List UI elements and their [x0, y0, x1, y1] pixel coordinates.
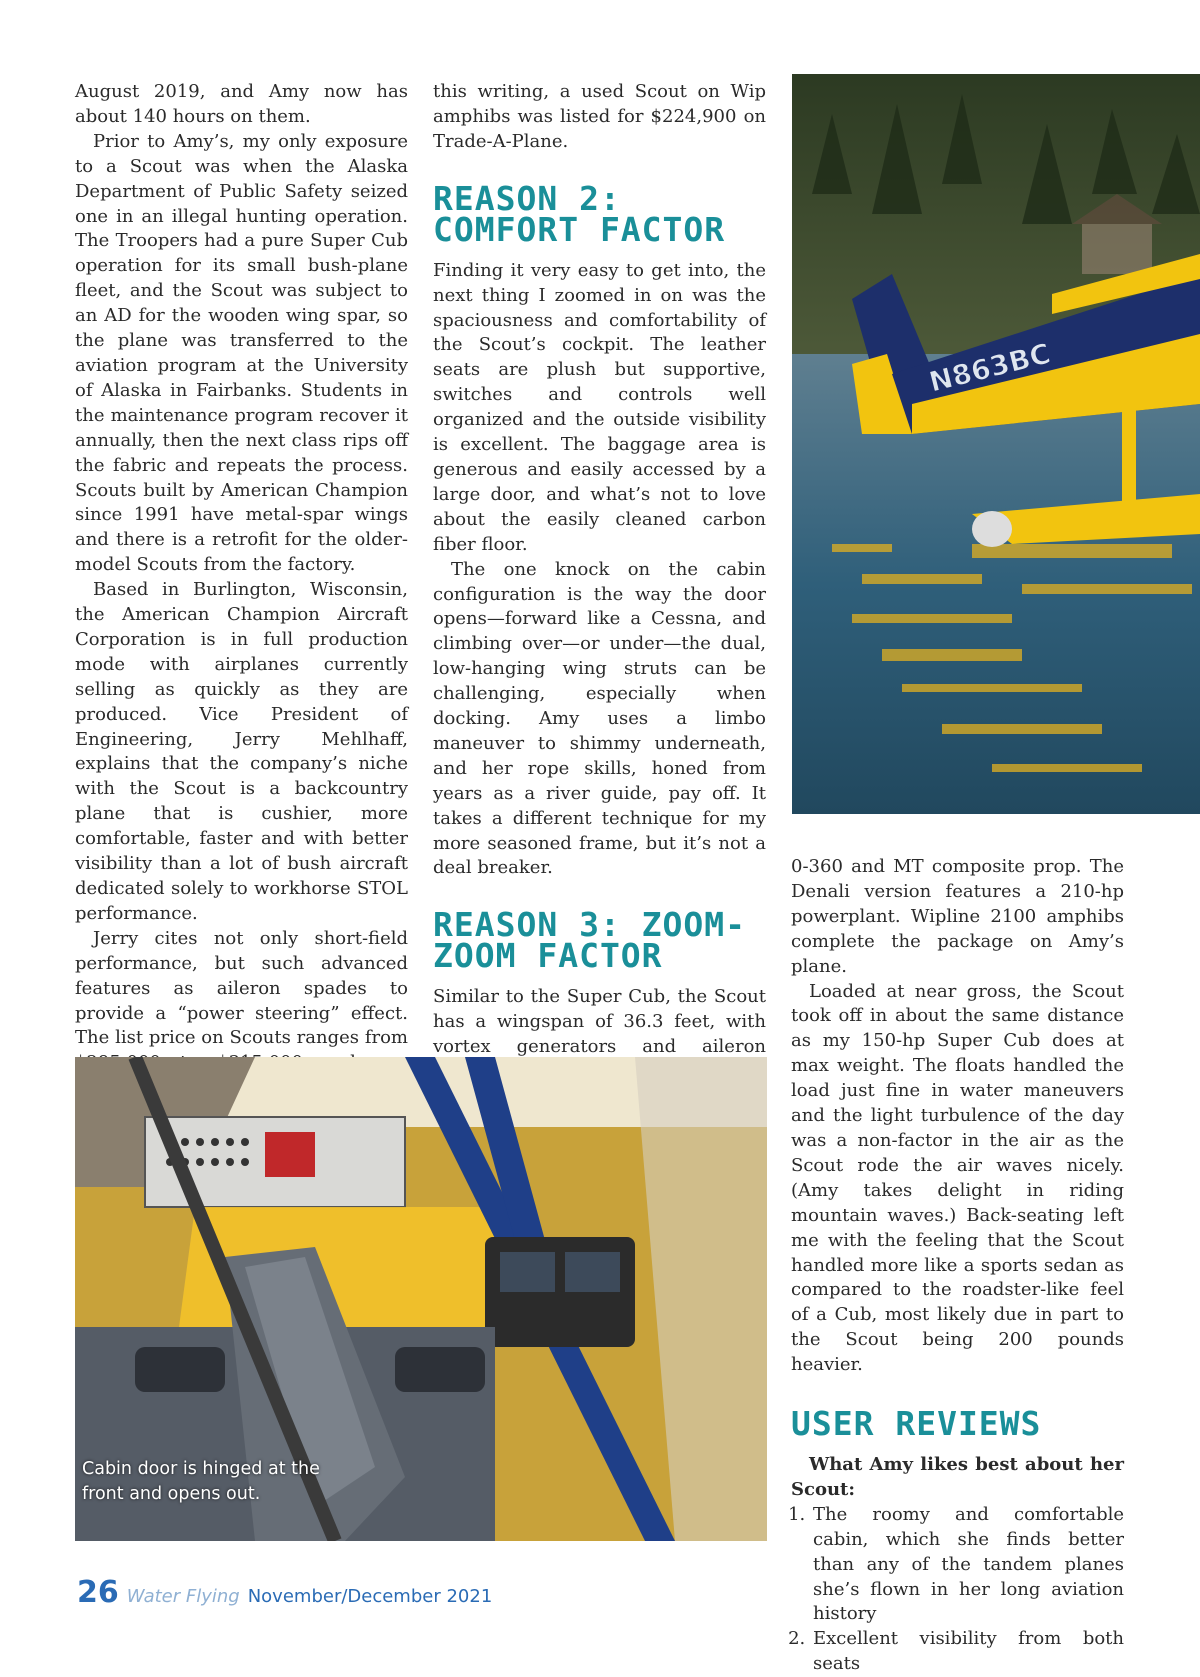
section-heading-user-reviews: USER REVIEWS	[791, 1404, 1042, 1444]
reviews-list	[791, 1503, 1124, 1677]
paragraph: 0-360 and MT composite prop. The Denali version features a 210-hp powerplant. Wipline 2100 amphibs complete the package on Amy’s plane.	[791, 856, 1124, 977]
paragraph: Finding it very easy to get into, the next thing I zoomed in on was the spaciousness and comfortability of the Scout’s cockpit. The leather seats are plush but supportive, switches and controls well organized and the outside visibility is excellent. The baggage area is generous and easily accessed by a large door, and what’s not to love about the easily cleaned carbon fiber floor.	[433, 259, 766, 555]
page-number: 26	[77, 1575, 119, 1610]
paragraph: Jerry cites not only short-field performance, but such advanced features as aileron spades to provide a “power steering” effect. The list price on Scouts ranges from	[75, 927, 408, 1049]
photo-caption: Cabin door is hinged at the front and opens out.	[82, 1459, 320, 1504]
paragraph: The one knock on the cabin configuration is the way the door opens—forward like a Cessna, and climbing over—or under—the dual, low-hanging wing struts can be challenging, especially when docking. Amy uses a limbo maneuver to shimmy underneath, and her rope skills, honed from years as a river guide, pay off. It takes a different technique for my more seasoned frame, but it’s not a deal breaker.	[433, 558, 766, 879]
paragraph: Based in Burlington, Wisconsin, the American Champion Aircraft Corporation is in full production mode with airplanes currently selling as quickly as they are produced. Vice President of Engineering, Jerry Mehlhaff, explains that the company’s niche with the Scout is a backcountry plane that is cushier, more comfortable, faster and with better visibility than a lot of bush aircraft dedicated solely to workhorse STOL performance.	[75, 579, 408, 924]
article-column-3	[791, 855, 1124, 1677]
tail-number: N863BC	[925, 336, 1054, 399]
page-footer	[77, 1575, 492, 1615]
article-column-2	[433, 80, 766, 1110]
floatplane-photo	[792, 74, 1200, 814]
section-heading-reason-2: REASON 2: COMFORT FACTOR	[433, 178, 726, 249]
magazine-name: Water Flying	[126, 1586, 240, 1607]
paragraph: Loaded at near gross, the Scout took off in about the same distance as my 150-hp Super Cub does at max weight. The floats handled the load just fine in water maneuvers and the light turbulence of the day was a non-factor in the air as the Scout rode the air waves nicely. (Amy takes delight in riding mountain waves.) Back-seating left me with the feeling that the Scout handled more like a sports sedan as compared to the roadster-like feel of a Cub, most likely due in part to the Scout being 200 pounds heavier.	[791, 980, 1124, 1376]
article-column-1	[75, 80, 408, 1126]
paragraph: Similar to the Super Cub, the Scout has a wingspan of 36.3 feet, with vortex generators and aileron	[433, 986, 766, 1058]
issue-date: November/December 2021	[247, 1586, 493, 1607]
reviews-subheading: What Amy likes best about her Scout:	[791, 1454, 1124, 1500]
paragraph: this writing, a used Scout on Wip amphibs was listed for $224,900 on Trade-A-Plane.	[433, 81, 766, 152]
paragraph: August 2019, and Amy now has about 140 hours on them.	[75, 81, 408, 127]
floatplane-illustration	[792, 74, 1200, 814]
list-item: 2. Excellent visibility from both seats	[811, 1627, 1124, 1677]
list-item: 1. The roomy and comfortable cabin, which she finds better than any of the tandem planes she’s flown in her long aviation history	[811, 1503, 1124, 1628]
section-heading-reason-3: REASON 3: ZOOM-ZOOM FACTOR	[433, 905, 747, 976]
paragraph: Prior to Amy’s, my only exposure to a Scout was when the Alaska Department of Public Safety seized one in an illegal hunting operation. The Troopers had a pure Super Cub operation for its small bush-plane fleet, and the Scout was subject to an AD for the wooden wing spar, so the plane was transferred to the aviation program at the University of Alaska in Fairbanks. Students in the maintenance program recover it annually, then the next class rips off the fabric and repeats the process. Scouts built by American Champion since 1991 have metal-spar wings and there is a retrofit for the older-model Scouts from the factory.	[75, 130, 408, 576]
